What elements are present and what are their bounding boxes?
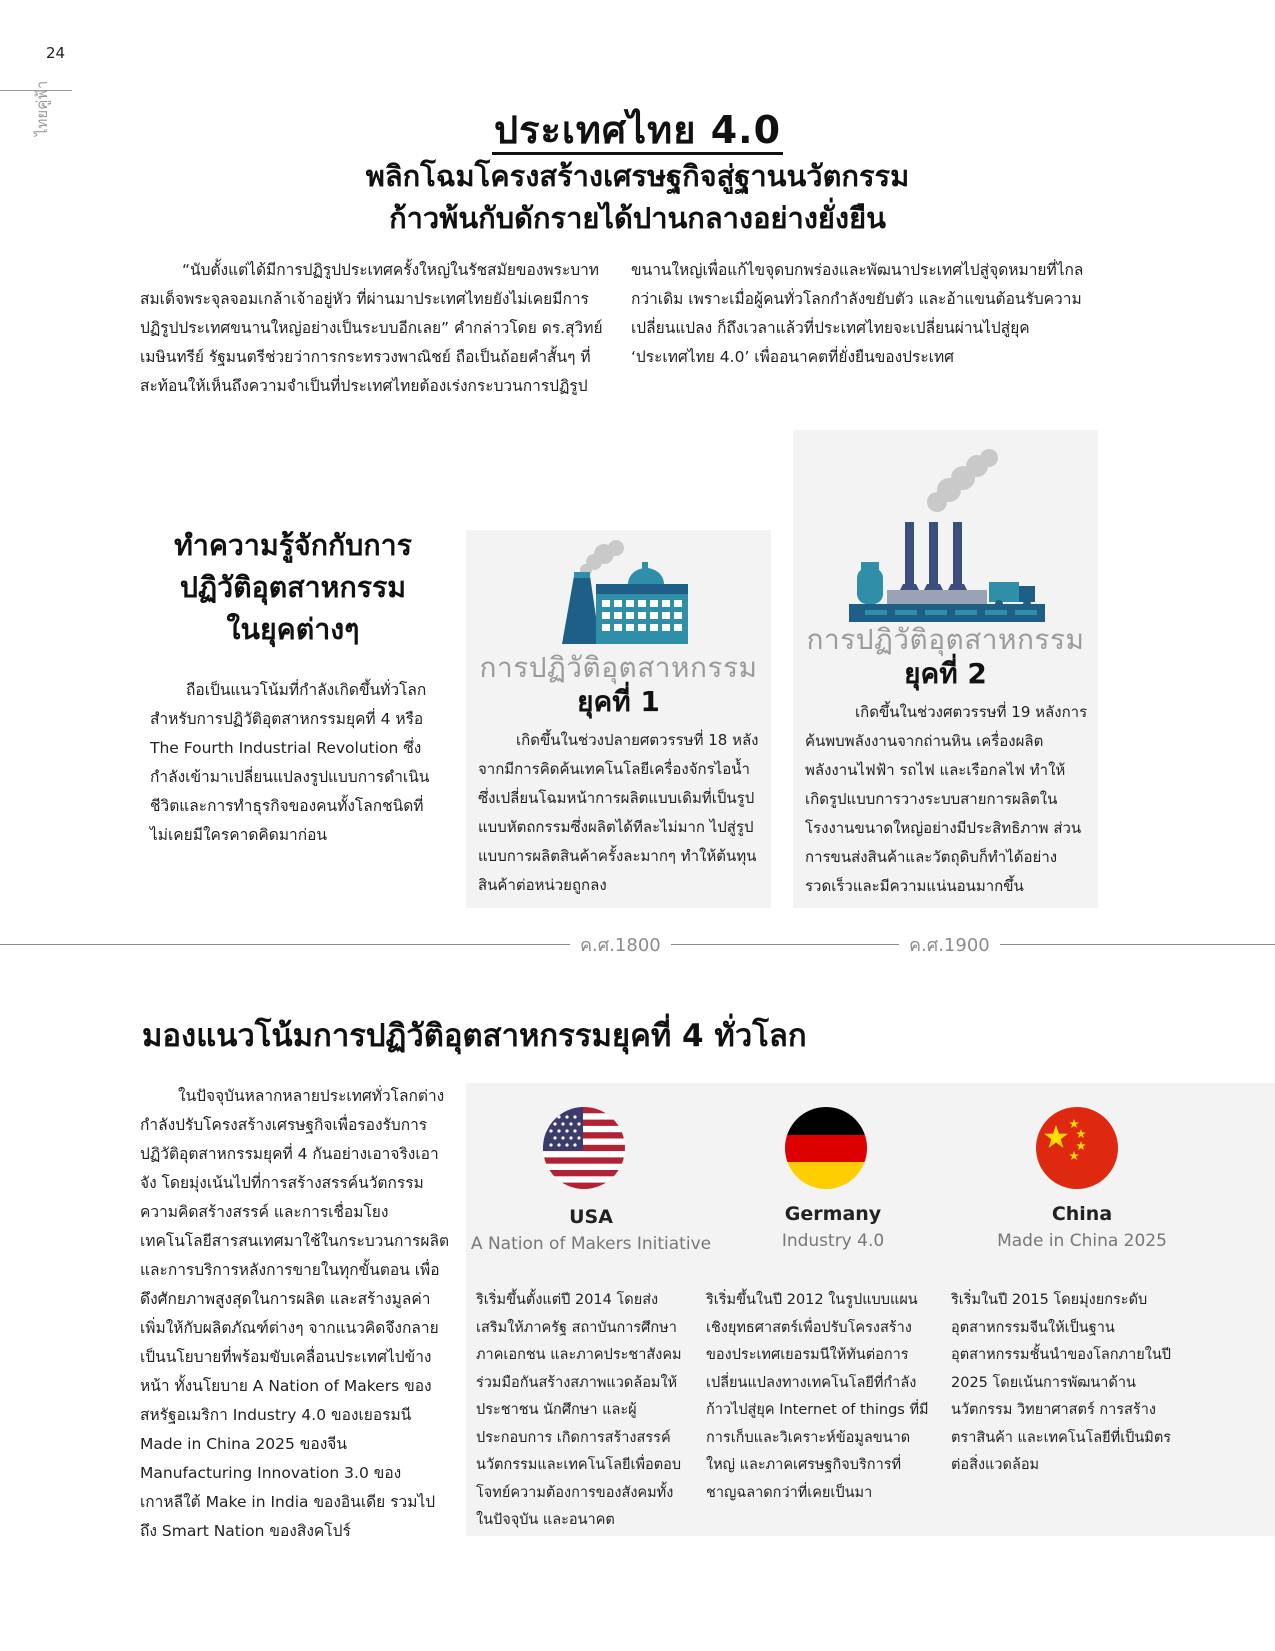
section1-heading-line: ทำความรู้จักกับการ bbox=[174, 529, 412, 562]
page-number: 24 bbox=[46, 44, 66, 62]
era-2-text: เกิดขึ้นในช่วงศตวรรษที่ 19 หลังการค้นพบพลังงานจากถ่านหิน เครื่องผลิตพลังงานไฟฟ้า รถไฟ และเรือกลไฟ ทำให้เกิดรูปแบบการวางระบบสายการผลิตในโรงงานขนาดใหญ่อย่างมีประสิทธิภาพ ส่วนการขนส่งสินค้าและวัตถุดิบก็ทำได้อย่างรวดเร็วและมีความแน่นอนมากขึ้น bbox=[805, 703, 1088, 895]
power-plant-icon bbox=[849, 444, 1045, 622]
section2-body: ในปัจจุบันหลากหลายประเทศทั่วโลกต่างกำลังปรับโครงสร้างเศรษฐกิจเพื่อรองรับการปฏิวัติอุตสาหกรรมยุคที่ 4 กันอย่างเอาจริงเอาจัง โดยมุ่งเน้นไปที่การสร้างสรรค์นวัตกรรม ความคิดสร้างสรรค์ และการเชื่อมโยงเทคโนโลยีสารสนเทศมาใช้ในกระบวนการผลิตและการบริการหลังการขายในทุกขั้นตอน เพื่อดึงศักยภาพสูงสุดในการผลิต และสร้างมูลค่าเพิ่มให้กับผลิตภัณฑ์ต่างๆ จากแนวคิดจึงกลายเป็นนโยบายที่พร้อมขับเคลื่อนประเทศไปข้างหน้า ทั้งนโยบาย A Nation of Makers ของสหรัฐอเมริกา Industry 4.0 ของเยอรมนี Made in China 2025 ของจีน Manufacturing Innovation 3.0 ของเกาหลีใต้ Make in India ของอินเดีย รวมไปถึง Smart Nation ของสิงคโปร์ bbox=[140, 1087, 450, 1540]
country-name-germany: Germany bbox=[784, 1203, 882, 1225]
intro-paragraph-left: “นับตั้งแต่ได้มีการปฏิรูปประเทศครั้งใหญ่ในรัชสมัยของพระบาทสมเด็จพระจุลจอมเกล้าเจ้าอยู่หัว ที่ผ่านมาประเทศไทยยังไม่เคยมีการปฏิรูปประเทศขนานใหญ่อย่างเป็นระบบอีกเลย” คำกล่าวโดย ดร.สุวิทย์ เมษินทรีย์ รัฐมนตรีช่วยว่าการกระทรวงพาณิชย์ ถือเป็นถ้อยคำสั้นๆ ที่สะท้อนให้เห็นถึงความจำเป็นที่ประเทศไทยต้องเร่งกระบวนการปฏิรูป bbox=[140, 261, 603, 395]
era-2-title: การปฏิวัติอุตสาหกรรม bbox=[806, 623, 1085, 656]
countries-panel bbox=[466, 1083, 1275, 1536]
country-program-germany: Industry 4.0 bbox=[781, 1231, 885, 1251]
country-desc-usa: ริเริ่มขึ้นตั้งแต่ปี 2014 โดยส่งเสริมให้ภาครัฐ สถาบันการศึกษา ภาคเอกชน และภาคประชาสังคมร่วมมือกันสร้างสภาพแวดล้อมให้ประชาชน นักศึกษา และผู้ประกอบการ เกิดการสร้างสรรค์นวัตกรรมและเทคโนโลยีเพื่อตอบโจทย์ความต้องการของสังคมทั้งในปัจจุบัน และอนาคต bbox=[476, 1292, 682, 1528]
side-label bbox=[30, 80, 80, 178]
country-desc-germany: ริเริ่มขึ้นในปี 2012 ในรูปแบบแผนเชิงยุทธศาสตร์เพื่อปรับโครงสร้างของประเทศเยอรมนีให้ทันต่อการเปลี่ยนแปลงทางเทคโนโลยีที่กำลังก้าวไปสู่ยุค Internet of things ที่มีการเก็บและวิเคราะห์ข้อมูลขนาดใหญ่ และภาคเศรษฐกิจบริการที่ชาญฉลาดกว่าที่เคยเป็นมา bbox=[706, 1292, 929, 1501]
country-desc-china: ริเริ่มในปี 2015 โดยมุ่งยกระดับอุตสาหกรรมจีนให้เป็นฐานอุตสาหกรรมชั้นนำของโลกภายในปี 2025 โดยเน้นการพัฒนาด้านนวัตกรรม วิทยาศาสตร์ การสร้างตราสินค้า และเทคโนโลยีที่เป็นมิตรต่อสิ่งแวดล้อม bbox=[951, 1292, 1172, 1473]
title-main: ประเทศไทย 4.0 bbox=[492, 108, 783, 155]
era-card-1 bbox=[466, 530, 771, 908]
era-1-number: ยุคที่ 1 bbox=[577, 685, 660, 718]
country-name-usa: USA bbox=[569, 1206, 613, 1228]
era-1-text: เกิดขึ้นในช่วงปลายศตวรรษที่ 18 หลังจากมีการคิดค้นเทคโนโลยีเครื่องจักรไอน้ำ ซึ่งเปลี่ยนโฉมหน้าการผลิตแบบเดิมที่เป็นรูปแบบหัตถกรรมซึ่งผลิตได้ทีละไม่มาก ไปสู่รูปแบบการผลิตสินค้าครั้งละมากๆ ทำให้ต้นทุนสินค้าต่อหน่วยถูกลง bbox=[478, 731, 759, 894]
country-program-usa: A Nation of Makers Initiative bbox=[470, 1234, 712, 1254]
germany-flag-icon bbox=[785, 1107, 867, 1189]
country-program-china: Made in China 2025 bbox=[997, 1231, 1167, 1251]
side-label-text: ไทยคู่ฟ้า bbox=[33, 80, 51, 136]
china-flag-icon bbox=[1036, 1107, 1118, 1189]
section1-body: ถือเป็นแนวโน้มที่กำลังเกิดขึ้นทั่วโลกสำหรับการปฏิวัติอุตสาหกรรมยุคที่ 4 หรือ The Fourth Industrial Revolution ซึ่งกำลังเข้ามาเปลี่ยนแปลงรูปแบบการดำเนินชีวิตและการทำธุรกิจของคนทั้งโลกชนิดที่ไม่เคยมีใครคาดคิดมาก่อน bbox=[150, 681, 430, 844]
era-2-number: ยุคที่ 2 bbox=[904, 657, 987, 690]
section1-heading-line: ปฏิวัติอุตสาหกรรม bbox=[179, 571, 407, 604]
section1-heading bbox=[148, 525, 438, 651]
section2-heading: มองแนวโน้มการปฏิวัติอุตสาหกรรมยุคที่ 4 ทั่วโลก bbox=[142, 1018, 807, 1054]
era-card-2 bbox=[793, 430, 1098, 908]
title-sub-2: ก้าวพ้นกับดักรายได้ปานกลางอย่างยั่งยืน bbox=[389, 201, 886, 235]
era-1-title: การปฏิวัติอุตสาหกรรม bbox=[479, 651, 758, 684]
section1-heading-line: ในยุคต่างๆ bbox=[226, 613, 360, 646]
timeline-year-1800: ค.ศ.1800 bbox=[570, 930, 671, 959]
title-sub-1: พลิกโฉมโครงสร้างเศรษฐกิจสู่ฐานนวัตกรรม bbox=[365, 159, 910, 193]
timeline-year-1900: ค.ศ.1900 bbox=[899, 930, 1000, 959]
usa-flag-icon bbox=[543, 1107, 625, 1189]
intro-paragraph-right: ขนานใหญ่เพื่อแก้ไขจุดบกพร่องและพัฒนาประเทศไปสู่จุดหมายที่ไกลกว่าเดิม เพราะเมื่อผู้คนทั่วโลกกำลังขยับตัว และอ้าแขนต้อนรับความเปลี่ยนแปลง ก็ถึงเวลาแล้วที่ประเทศไทยจะเปลี่ยนผ่านไปสู่ยุค ‘ประเทศไทย 4.0’ เพื่ออนาคตที่ยั่งยืนของประเทศ bbox=[631, 261, 1084, 366]
article-title bbox=[200, 108, 1075, 239]
steam-factory-icon bbox=[550, 536, 690, 652]
country-name-china: China bbox=[1051, 1203, 1113, 1225]
